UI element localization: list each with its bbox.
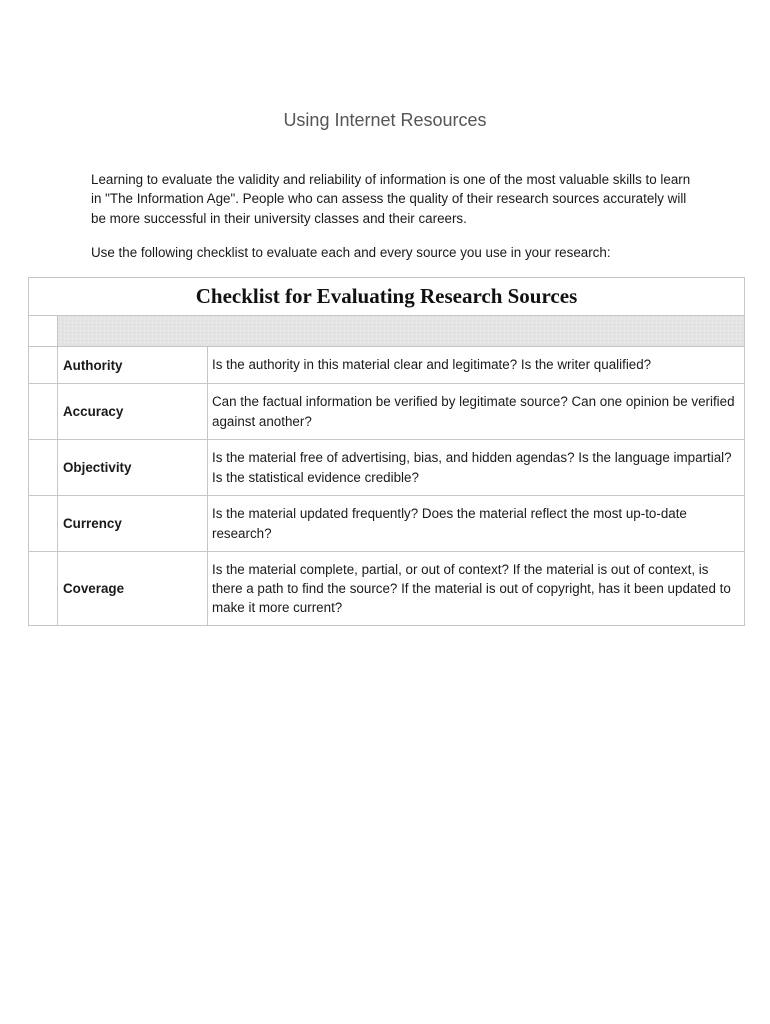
checklist-title: Checklist for Evaluating Research Sources xyxy=(29,278,745,316)
row-spacer-cell xyxy=(29,552,58,626)
criterion-question: Is the material updated frequently? Does the material reflect the most up-to-date research? xyxy=(208,496,745,552)
intro-paragraph: Learning to evaluate the validity and reliability of information is one of the most valuable skills to learn in "The Information Age". People who can assess the quality of their research sources accurately will be more successful in their university classes and their careers. xyxy=(91,172,691,226)
criterion-label: Authority xyxy=(58,347,208,384)
criterion-label: Accuracy xyxy=(58,384,208,440)
header-spacer-cell xyxy=(29,316,58,347)
checklist-table xyxy=(28,277,745,626)
page-title: Using Internet Resources xyxy=(283,110,487,130)
checklist-title-row xyxy=(29,278,745,316)
header-shaded-cell xyxy=(58,316,745,347)
row-spacer-cell xyxy=(29,384,58,440)
criterion-label: Coverage xyxy=(58,552,208,626)
row-spacer-cell xyxy=(29,440,58,496)
instruction-text: Use the following checklist to evaluate each and every source you use in your research: xyxy=(91,245,611,260)
table-row xyxy=(29,496,745,552)
criterion-question: Can the factual information be verified by legitimate source? Can one opinion be verified against another? xyxy=(208,384,745,440)
criterion-question: Is the material complete, partial, or out of context? If the material is out of context, is there a path to find the source? If the material is out of copyright, has it been updated to make it more current? xyxy=(208,552,745,626)
table-row xyxy=(29,552,745,626)
table-row xyxy=(29,440,745,496)
row-spacer-cell xyxy=(29,347,58,384)
table-row xyxy=(29,347,745,384)
checklist-header-row xyxy=(29,316,745,347)
row-spacer-cell xyxy=(29,496,58,552)
table-row xyxy=(29,384,745,440)
criterion-label: Objectivity xyxy=(58,440,208,496)
criterion-question: Is the material free of advertising, bias, and hidden agendas? Is the language impartial? Is the statistical evidence credible? xyxy=(208,440,745,496)
criterion-question: Is the authority in this material clear and legitimate? Is the writer qualified? xyxy=(208,347,745,384)
criterion-label: Currency xyxy=(58,496,208,552)
